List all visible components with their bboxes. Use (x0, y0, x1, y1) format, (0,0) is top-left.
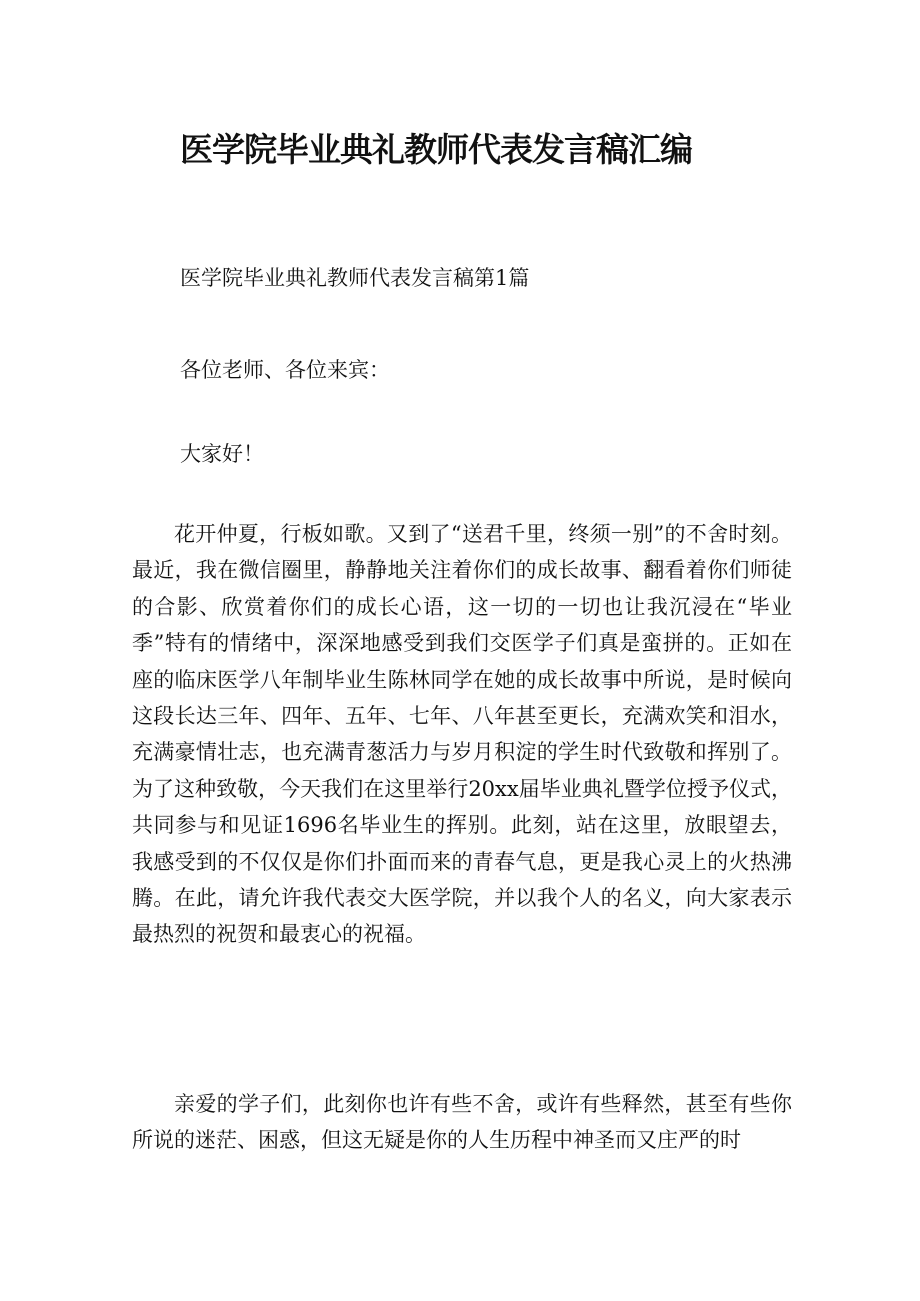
body-paragraph-2: 亲爱的学子们，此刻你也许有些不舍，或许有些释然，甚至有些你所说的迷茫、困惑，但这无疑是你的人生历程中神圣而又庄严的时 (132, 1092, 792, 1153)
salutation: 各位老师、各位来宾： (180, 358, 390, 382)
greeting: 大家好！ (180, 442, 264, 466)
document-title: 医学院毕业典礼教师代表发言稿汇编 (180, 130, 692, 169)
section-subtitle: 医学院毕业典礼教师代表发言稿第1篇 (180, 266, 530, 290)
body-paragraph-1: 花开仲夏，行板如歌。又到了“送君千里，终须一别”的不舍时刻。最近，我在微信圈里，静静地关注着你们的成长故事、翻看着你们师徒的合影、欣赏着你们的成长心语，这一切的一切也让我沉浸在“毕业季”特有的情绪中，深深地感受到我们交医学子们真是蛮拼的。正如在座的临床医学八年制毕业生陈林同学在她的成长故事中所说，是时候向这段长达三年、四年、五年、七年、八年甚至更长，充满欢笑和泪水，充满豪情壮志，也充满青葱活力与岁月积淀的学生时代致敬和挥别了。为了这种致敬，今天我们在这里举行20xx届毕业典礼暨学位授予仪式，共同参与和见证1696名毕业生的挥别。此刻，站在这里，放眼望去，我感受到的不仅仅是你们扑面而来的青春气息，更是我心灵上的火热沸腾。在此，请允许我代表交大医学院，并以我个人的名义，向大家表示最热烈的祝贺和最衷心的祝福。 (132, 522, 792, 947)
